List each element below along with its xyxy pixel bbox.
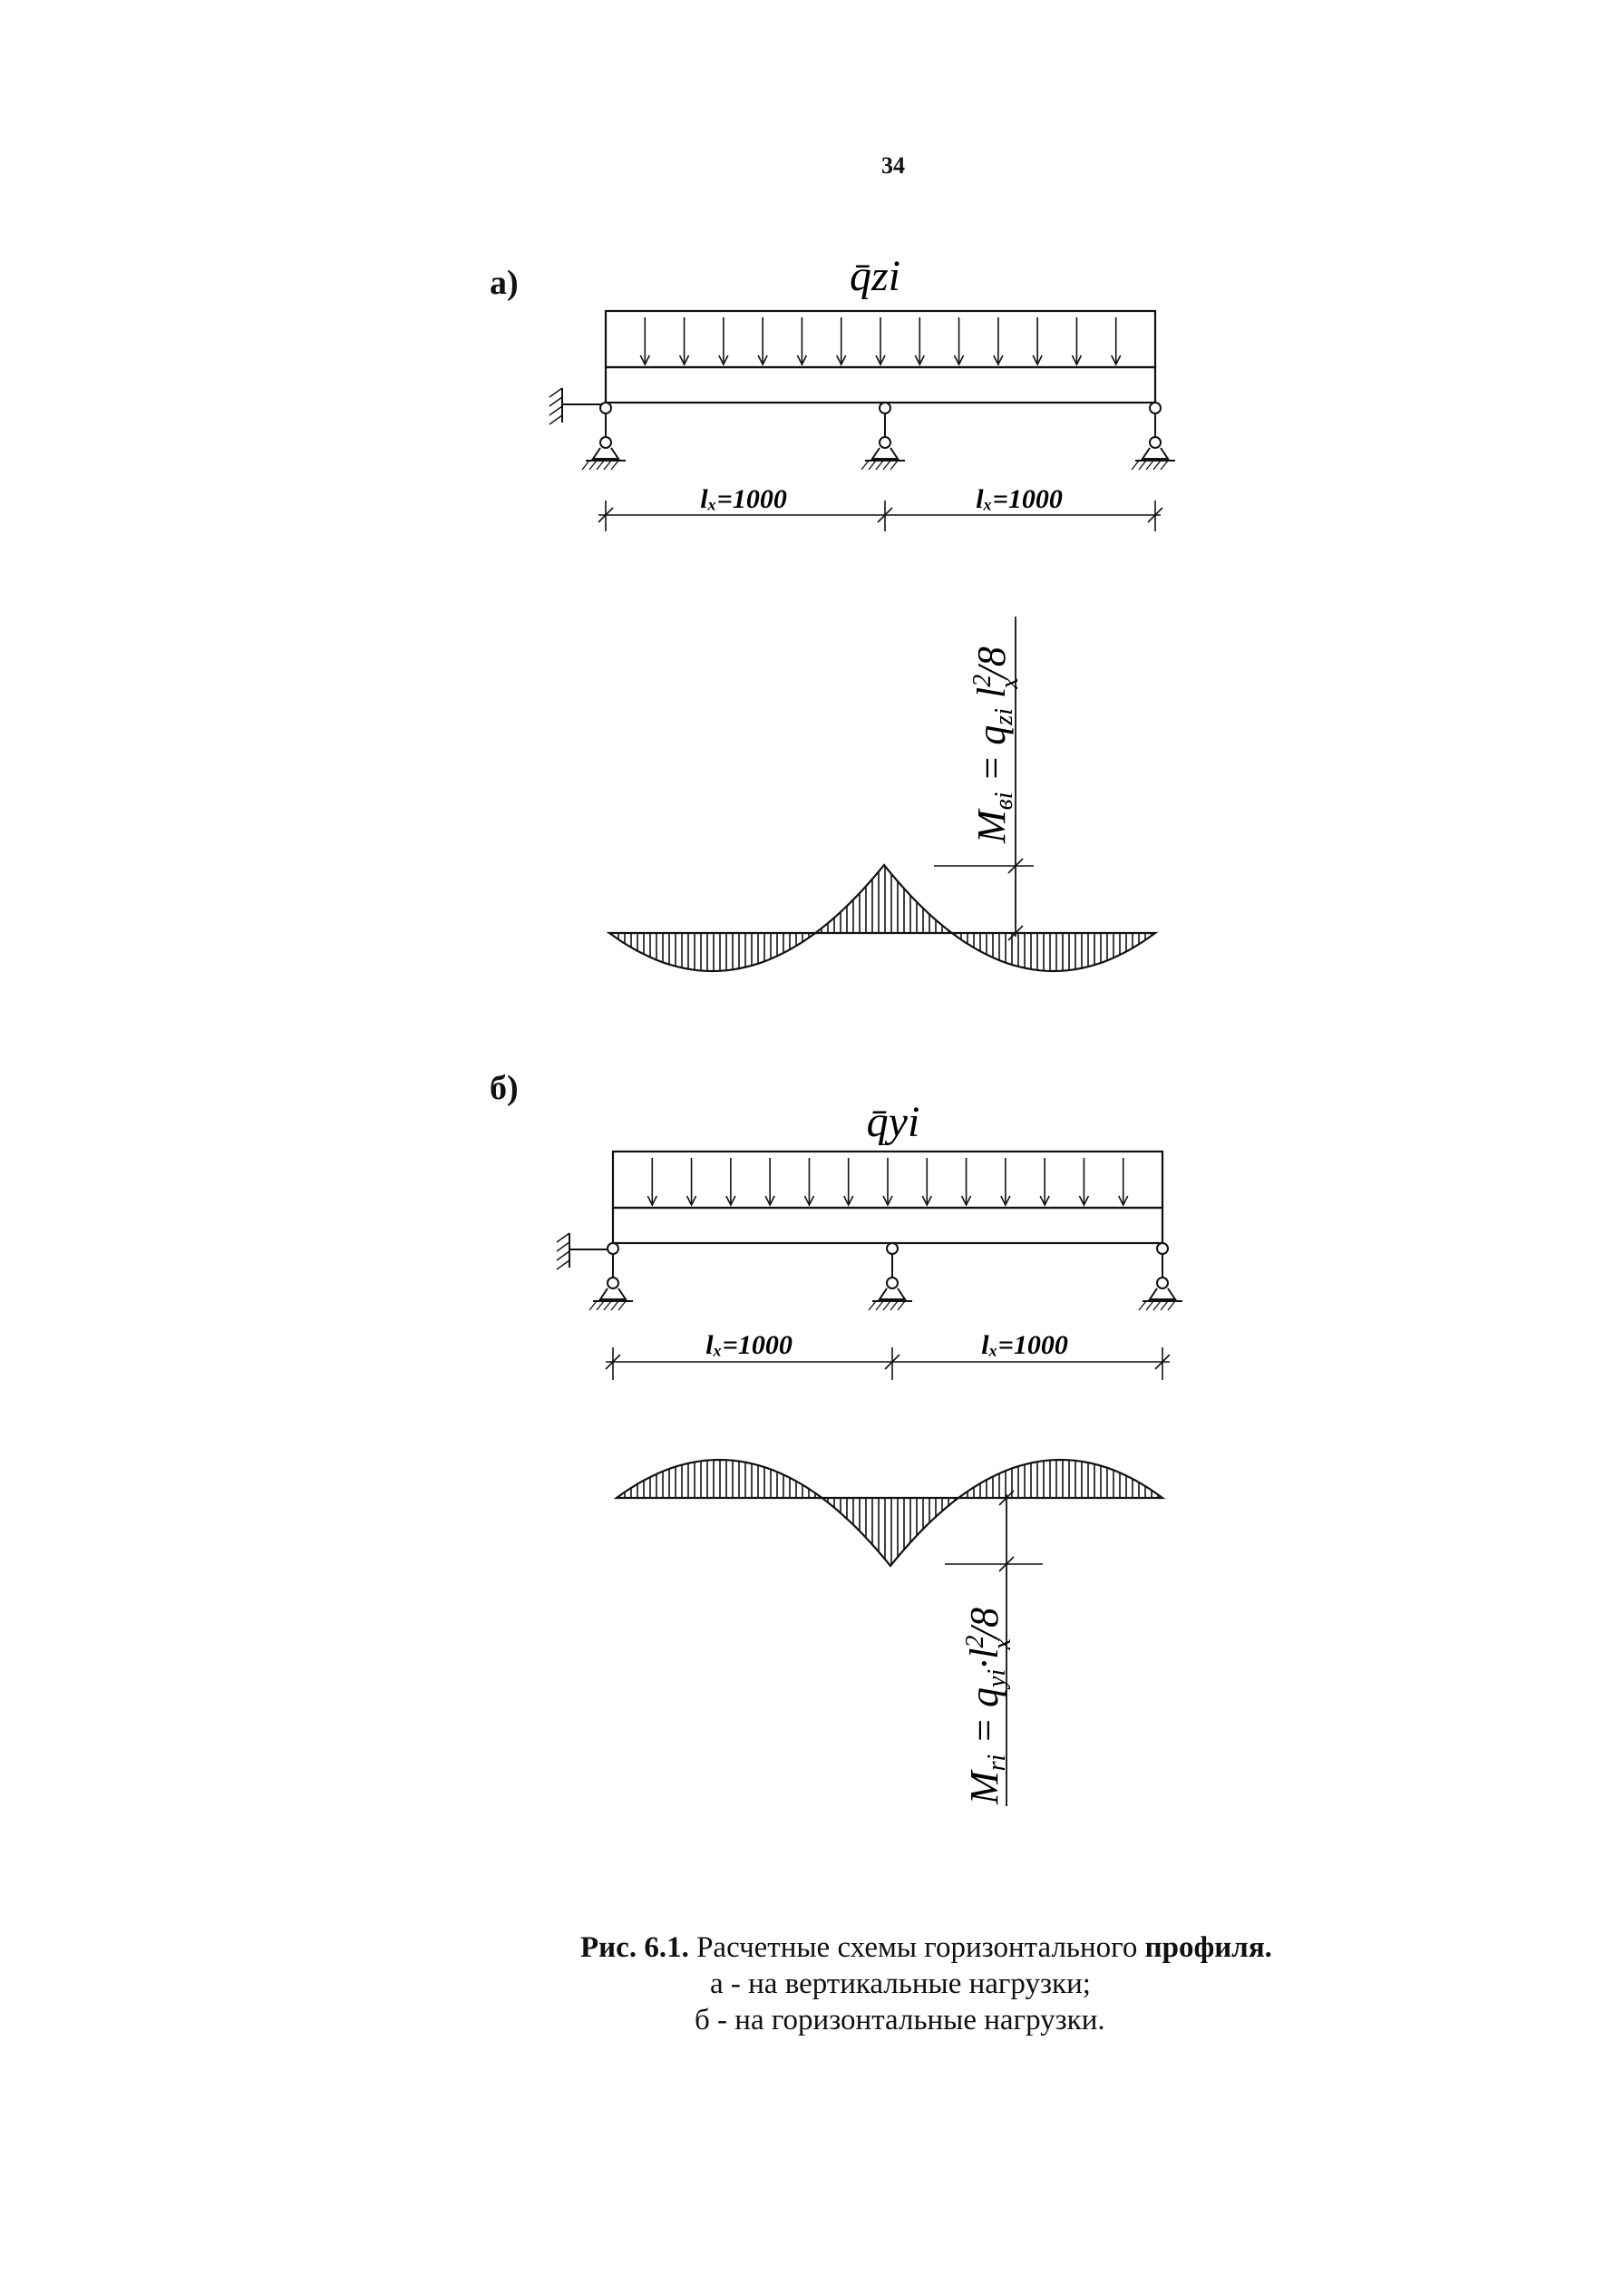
support-hatch bbox=[1161, 1301, 1168, 1310]
support-hatch bbox=[597, 461, 604, 470]
support-hatch bbox=[604, 461, 611, 470]
support-hinge bbox=[880, 403, 890, 413]
support-pin bbox=[600, 437, 611, 448]
caption-item-b: б - на горизонтальные нагрузки. bbox=[695, 2004, 1105, 2036]
support-hatch bbox=[890, 461, 898, 470]
page-number: 34 bbox=[881, 152, 905, 179]
support-hatch bbox=[1139, 1301, 1146, 1310]
support-hatch bbox=[1161, 461, 1168, 470]
support-hatch bbox=[611, 461, 618, 470]
support-hinge bbox=[887, 1243, 898, 1254]
support-pin bbox=[1150, 437, 1161, 448]
support-triangle bbox=[600, 1288, 626, 1299]
panel-a-dimension-line bbox=[598, 501, 1162, 531]
support-hatch bbox=[861, 461, 869, 470]
panel-a-supports bbox=[582, 403, 1175, 470]
panel-b-beam-scheme bbox=[557, 1098, 1182, 1380]
support-hinge bbox=[600, 403, 611, 413]
support-hatch bbox=[869, 461, 876, 470]
support-hatch bbox=[589, 1301, 597, 1310]
panel-a-beam-scheme bbox=[549, 252, 1175, 531]
support-triangle bbox=[872, 448, 898, 459]
support-hatch bbox=[618, 1301, 626, 1310]
support-hinge bbox=[1157, 1243, 1168, 1254]
panel-a-label: а) bbox=[490, 264, 519, 302]
panel-b-dimension-line bbox=[606, 1347, 1170, 1380]
support-hatch bbox=[597, 1301, 604, 1310]
caption-title: Расчетные схемы горизонтального bbox=[696, 1931, 1145, 1964]
support-pin bbox=[880, 437, 890, 448]
panel-a-moment-curve bbox=[609, 865, 1155, 971]
support-pin bbox=[887, 1278, 898, 1288]
support-hatch bbox=[898, 1301, 905, 1310]
caption-title-end: профиля. bbox=[1144, 1931, 1272, 1964]
support-hatch bbox=[1146, 1301, 1153, 1310]
support-hatch bbox=[1168, 1301, 1175, 1310]
panel-b-moment-diagram bbox=[617, 1460, 1162, 1806]
panel-b-supports bbox=[589, 1243, 1182, 1310]
support-hatch bbox=[604, 1301, 611, 1310]
support-hatch bbox=[883, 461, 890, 470]
panel-a-moment-formula: Mвi = qzi $l^2x/8$ bbox=[968, 646, 1024, 843]
support-hatch bbox=[582, 461, 589, 470]
support-hatch bbox=[876, 461, 883, 470]
panel-b-label: б) bbox=[490, 1069, 519, 1107]
support-hatch bbox=[1146, 461, 1153, 470]
panel-b-horizontal-restraint bbox=[557, 1233, 608, 1269]
caption-figure-number: Рис. 6.1. bbox=[580, 1931, 689, 1964]
caption-item-a: а - на вертикальные нагрузки; bbox=[710, 1968, 1091, 2000]
panel-b-load-arrows bbox=[647, 1158, 1127, 1205]
support-triangle bbox=[880, 1288, 905, 1299]
panel-a-moment-diagram bbox=[609, 617, 1155, 971]
support-hatch bbox=[589, 461, 597, 470]
support-hatch bbox=[1132, 461, 1139, 470]
support-pin bbox=[608, 1278, 618, 1288]
panel-b-moment-formula: Mri = $qyi\cdot l^2x/8$ bbox=[961, 1607, 1016, 1804]
support-hatch bbox=[883, 1301, 890, 1310]
panel-b-span-2: lₓ=1000 bbox=[981, 1330, 1068, 1360]
support-triangle bbox=[1150, 1288, 1175, 1299]
support-pin bbox=[1157, 1278, 1168, 1288]
support-hatch bbox=[890, 1301, 898, 1310]
panel-a-load-label: q̄zi bbox=[849, 252, 901, 300]
panel-a-load-arrows bbox=[640, 317, 1120, 364]
support-triangle bbox=[1143, 448, 1168, 459]
support-hatch bbox=[1153, 1301, 1161, 1310]
panel-a-beam bbox=[606, 367, 1155, 403]
panel-b-load-label: q̄yi bbox=[866, 1098, 920, 1146]
figure-caption bbox=[580, 1929, 1272, 2038]
support-hatch bbox=[1153, 461, 1161, 470]
panel-b-moment-curve bbox=[617, 1460, 1162, 1566]
support-hatch bbox=[869, 1301, 876, 1310]
support-hinge bbox=[1150, 403, 1161, 413]
panel-a-span-2: lₓ=1000 bbox=[976, 484, 1063, 514]
panel-a-span-1: lₓ=1000 bbox=[700, 484, 787, 514]
panel-b-beam bbox=[613, 1208, 1162, 1243]
support-triangle bbox=[593, 448, 618, 459]
panel-b-span-1: lₓ=1000 bbox=[705, 1330, 793, 1360]
support-hatch bbox=[876, 1301, 883, 1310]
support-hinge bbox=[608, 1243, 618, 1254]
panel-a-horizontal-restraint bbox=[549, 388, 601, 424]
support-hatch bbox=[611, 1301, 618, 1310]
support-hatch bbox=[1139, 461, 1146, 470]
